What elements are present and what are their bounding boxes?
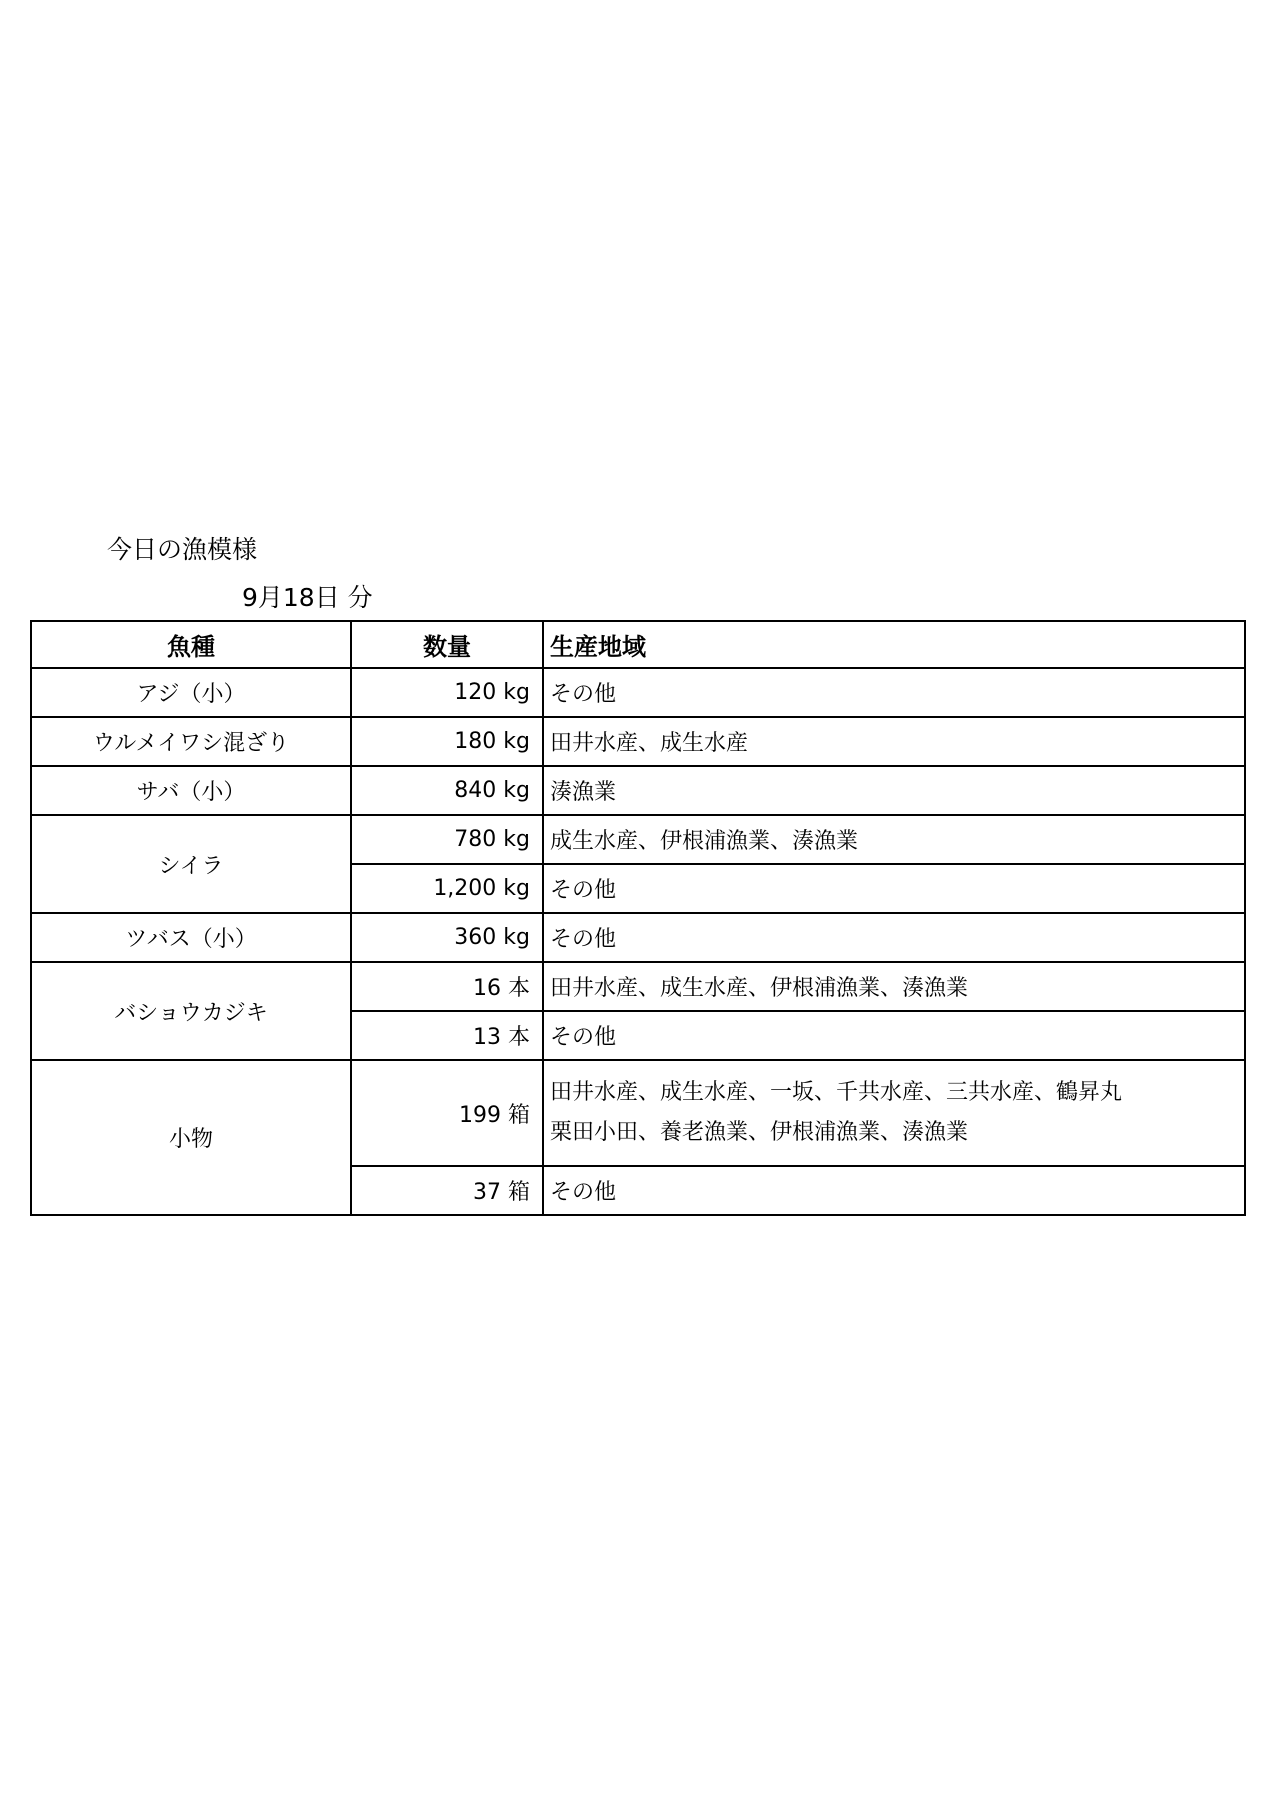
region-cell: その他 bbox=[543, 864, 1245, 913]
species-cell: サバ（小） bbox=[31, 766, 351, 815]
quantity-cell: 199 箱 bbox=[351, 1060, 543, 1166]
species-cell: 小物 bbox=[31, 1060, 351, 1215]
region-cell: その他 bbox=[543, 668, 1245, 717]
region-line: 栗田小田、養老漁業、伊根浦漁業、湊漁業 bbox=[550, 1120, 969, 1145]
table-row bbox=[31, 668, 1245, 717]
quantity-cell: 360 kg bbox=[351, 913, 543, 962]
region-cell bbox=[543, 1060, 1245, 1166]
header-species: 魚種 bbox=[31, 621, 351, 668]
catch-table bbox=[30, 620, 1246, 1216]
header-quantity: 数量 bbox=[351, 621, 543, 668]
species-cell: ウルメイワシ混ざり bbox=[31, 717, 351, 766]
species-cell: バショウカジキ bbox=[31, 962, 351, 1060]
species-cell: シイラ bbox=[31, 815, 351, 913]
species-cell: アジ（小） bbox=[31, 668, 351, 717]
region-cell: 成生水産、伊根浦漁業、湊漁業 bbox=[543, 815, 1245, 864]
table-row bbox=[31, 962, 1245, 1011]
region-cell: 田井水産、成生水産 bbox=[543, 717, 1245, 766]
region-line: 田井水産、成生水産、一坂、千共水産、三共水産、鶴昇丸 bbox=[550, 1080, 1123, 1105]
table-row bbox=[31, 1060, 1245, 1166]
table-row bbox=[31, 717, 1245, 766]
region-cell: その他 bbox=[543, 913, 1245, 962]
region-cell: その他 bbox=[543, 1166, 1245, 1215]
region-cell: その他 bbox=[543, 1011, 1245, 1060]
quantity-cell: 780 kg bbox=[351, 815, 543, 864]
quantity-cell: 1,200 kg bbox=[351, 864, 543, 913]
table-header-row bbox=[31, 621, 1245, 668]
species-cell: ツバス（小） bbox=[31, 913, 351, 962]
region-cell: 田井水産、成生水産、伊根浦漁業、湊漁業 bbox=[543, 962, 1245, 1011]
quantity-cell: 840 kg bbox=[351, 766, 543, 815]
table-row bbox=[31, 913, 1245, 962]
table-row bbox=[31, 766, 1245, 815]
quantity-cell: 180 kg bbox=[351, 717, 543, 766]
page-title: 今日の漁模様 bbox=[107, 535, 258, 564]
header-region: 生産地域 bbox=[543, 621, 1245, 668]
quantity-cell: 37 箱 bbox=[351, 1166, 543, 1215]
quantity-cell: 120 kg bbox=[351, 668, 543, 717]
table-row bbox=[31, 815, 1245, 864]
report-date: 9月18日 分 bbox=[242, 583, 373, 612]
quantity-cell: 16 本 bbox=[351, 962, 543, 1011]
quantity-cell: 13 本 bbox=[351, 1011, 543, 1060]
region-cell: 湊漁業 bbox=[543, 766, 1245, 815]
